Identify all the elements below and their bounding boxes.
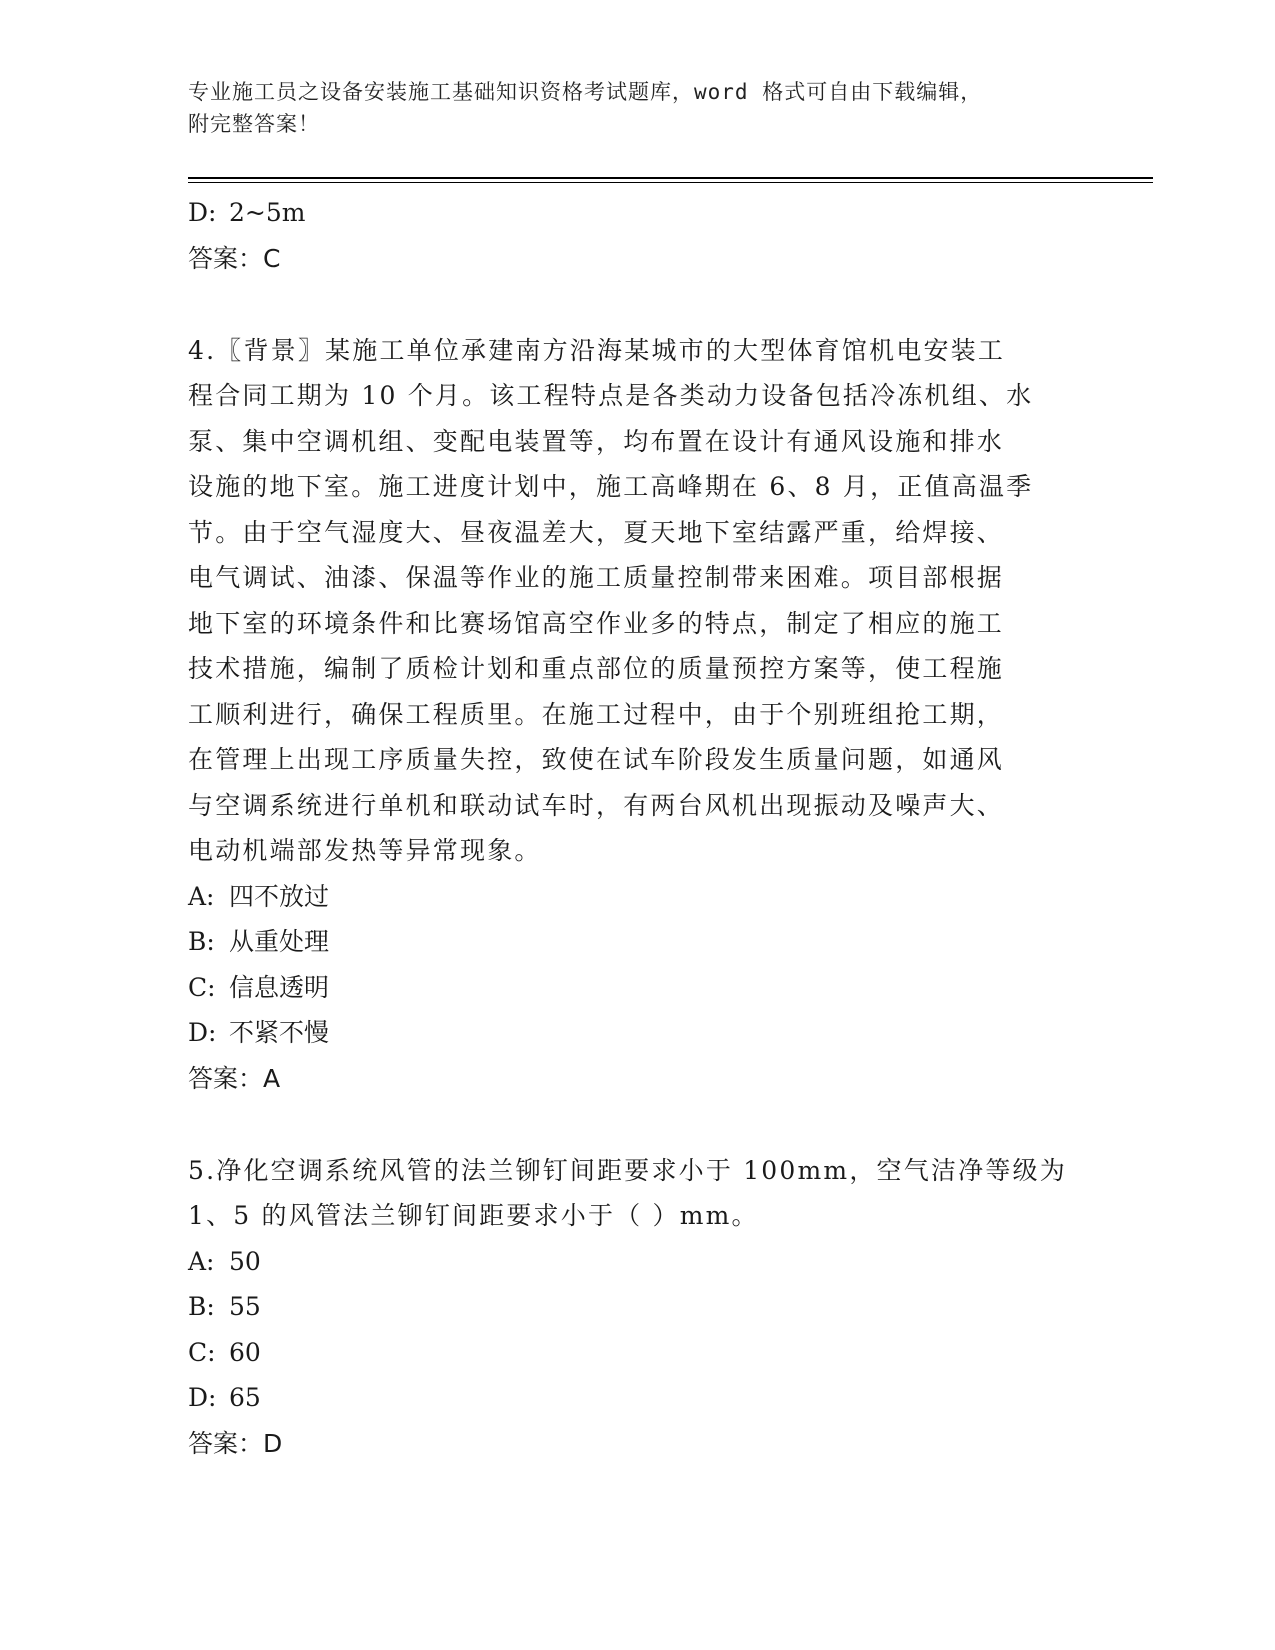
option-c — [188, 1330, 1088, 1376]
option-key: D: — [188, 1018, 217, 1047]
question-line: 在管理上出现工序质量失控，致使在试车阶段发生质量问题，如通风 — [188, 745, 1005, 774]
option-a — [188, 874, 1088, 920]
question-line: 电气调试、油漆、保温等作业的施工质量控制带来困难。项目部根据 — [188, 563, 1005, 592]
option-key: B: — [188, 927, 215, 956]
option-text: 四不放过 — [229, 881, 330, 911]
option-text: 50 — [229, 1246, 261, 1276]
header-rule-thin — [188, 182, 1153, 183]
option-text: 60 — [229, 1337, 261, 1367]
answer-line: 答案：C — [188, 243, 281, 273]
option-key: A: — [188, 1246, 215, 1276]
option-key: D: — [188, 198, 217, 227]
header-line-2: 附完整答案！ — [188, 112, 320, 136]
option-key: C: — [188, 972, 216, 1002]
question-line: 4.〖背景〗某施工单位承建南方沿海某城市的大型体育馆机电安装工 — [188, 335, 1006, 365]
header-rule-thick — [188, 177, 1153, 179]
question-line: 程合同工期为 10 个月。该工程特点是各类动力设备包括冷冻机组、水 — [188, 381, 1034, 410]
question-line: 节。由于空气湿度大、昼夜温差大，夏天地下室结露严重，给焊接、 — [188, 517, 1005, 547]
option-text: 从重处理 — [229, 927, 330, 956]
question-line: 地下室的环境条件和比赛场馆高空作业多的特点，制定了相应的施工 — [188, 608, 1005, 638]
question-line: 1、5 的风管法兰铆钉间距要求小于（ ）mm。 — [188, 1201, 759, 1230]
question-line: 电动机端部发热等异常现象。 — [188, 836, 542, 865]
option-text: 65 — [229, 1383, 261, 1412]
question-line: 技术措施，编制了质检计划和重点部位的质量预控方案等，使工程施 — [188, 654, 1005, 683]
option-key: A: — [188, 881, 215, 911]
option-b — [188, 1284, 1088, 1330]
question-5 — [188, 1148, 1088, 1239]
question-line: 与空调系统进行单机和联动试车时，有两台风机出现振动及噪声大、 — [188, 790, 1005, 820]
spacer — [188, 282, 1088, 328]
option-text: 55 — [229, 1292, 261, 1321]
question-line: 设施的地下室。施工进度计划中，施工高峰期在 6、8 月，正值高温季 — [188, 472, 1034, 501]
option-text: 不紧不慢 — [229, 1018, 330, 1047]
question-4 — [188, 328, 1088, 874]
question-line: 泵、集中空调机组、变配电装置等，均布置在设计有通风设施和排水 — [188, 426, 1005, 456]
document-body — [188, 190, 1088, 1467]
option-text: 信息透明 — [229, 972, 330, 1002]
question-line: 5.净化空调系统风管的法兰铆钉间距要求小于 100mm，空气洁净等级为 — [188, 1155, 1067, 1185]
question-line: 工顺利进行，确保工程质里。在施工过程中，由于个别班组抢工期， — [188, 699, 1005, 729]
option-key: B: — [188, 1292, 215, 1321]
option-d — [188, 1010, 1088, 1056]
header-line-1: 专业施工员之设备安装施工基础知识资格考试题库，word 格式可自由下载编辑， — [188, 80, 983, 104]
option-key: C: — [188, 1337, 216, 1367]
answer-line: 答案：D — [188, 1428, 283, 1458]
option-d — [188, 190, 1088, 236]
option-key: D: — [188, 1383, 217, 1412]
answer-line: 答案：A — [188, 1063, 281, 1093]
option-b — [188, 919, 1088, 965]
option-a — [188, 1239, 1088, 1285]
option-d — [188, 1375, 1088, 1421]
page-header — [188, 76, 1068, 140]
option-c — [188, 965, 1088, 1011]
spacer — [188, 1102, 1088, 1148]
option-text: 2~5m — [229, 198, 306, 227]
